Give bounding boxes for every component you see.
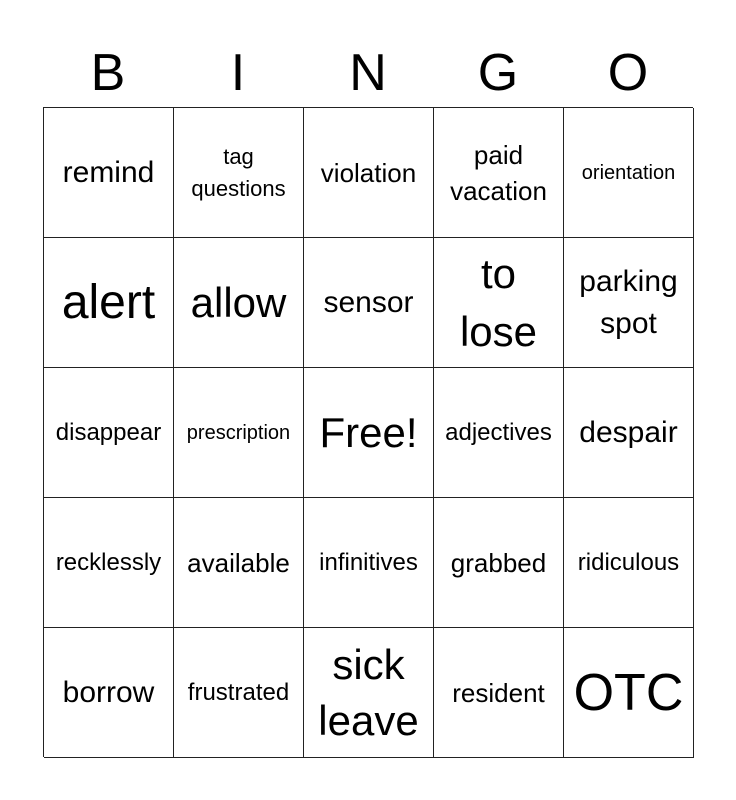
header-letter-o: O (607, 44, 649, 102)
cell-text: sick leave (318, 640, 419, 744)
cell-text: available (187, 547, 290, 578)
bingo-cell[interactable] (434, 628, 564, 758)
cell-text: sensor (323, 285, 414, 319)
cell-text: allow (190, 278, 287, 326)
cell-text: adjectives (445, 418, 552, 446)
bingo-cell[interactable] (564, 368, 694, 498)
cell-text: tag questions (191, 143, 286, 201)
cell-text: recklessly (55, 548, 162, 576)
cell-text: resident (452, 677, 545, 708)
bingo-cell[interactable] (174, 498, 304, 628)
bingo-cell[interactable] (44, 238, 174, 368)
cell-text: violation (320, 157, 417, 188)
header-letter-g: G (477, 44, 519, 102)
bingo-cell[interactable] (304, 238, 434, 368)
cell-text: OTC (573, 663, 684, 722)
cell-text: remind (62, 155, 155, 189)
cell-text: to lose (459, 249, 538, 355)
cell-text: despair (579, 415, 678, 449)
cell-text: alert (61, 275, 156, 329)
bingo-cell[interactable] (174, 368, 304, 498)
cell-text: parking spot (579, 264, 678, 340)
cell-text: prescription (186, 421, 291, 444)
bingo-cell[interactable] (434, 368, 564, 498)
bingo-cell[interactable] (564, 108, 694, 238)
cell-text: infinitives (319, 548, 418, 576)
bingo-cell[interactable] (44, 628, 174, 758)
cell-text: frustrated (187, 678, 290, 706)
free-space: Free! (319, 408, 418, 456)
bingo-cell[interactable] (564, 628, 694, 758)
cell-text: borrow (62, 675, 155, 709)
header-letter-i: I (230, 44, 246, 102)
header-letter-n: N (349, 44, 387, 102)
bingo-cell[interactable] (44, 108, 174, 238)
bingo-grid (43, 107, 693, 757)
bingo-cell[interactable] (304, 498, 434, 628)
bingo-cell[interactable] (304, 628, 434, 758)
cell-text: disappear (55, 418, 162, 446)
bingo-cell[interactable] (564, 498, 694, 628)
bingo-cell[interactable] (434, 108, 564, 238)
cell-text: orientation (581, 161, 676, 184)
bingo-cell[interactable] (44, 368, 174, 498)
cell-text: grabbed (450, 547, 547, 578)
bingo-cell[interactable] (434, 238, 564, 368)
bingo-cell[interactable] (304, 108, 434, 238)
bingo-cell[interactable] (174, 238, 304, 368)
bingo-cell[interactable] (44, 498, 174, 628)
bingo-header (43, 42, 693, 104)
bingo-cell[interactable] (174, 628, 304, 758)
header-letter-b: B (90, 44, 126, 102)
cell-text: paid vacation (450, 139, 547, 206)
bingo-cell[interactable] (174, 108, 304, 238)
cell-text: ridiculous (577, 548, 680, 576)
bingo-cell[interactable] (434, 498, 564, 628)
bingo-cell[interactable] (564, 238, 694, 368)
bingo-cell[interactable] (304, 368, 434, 498)
